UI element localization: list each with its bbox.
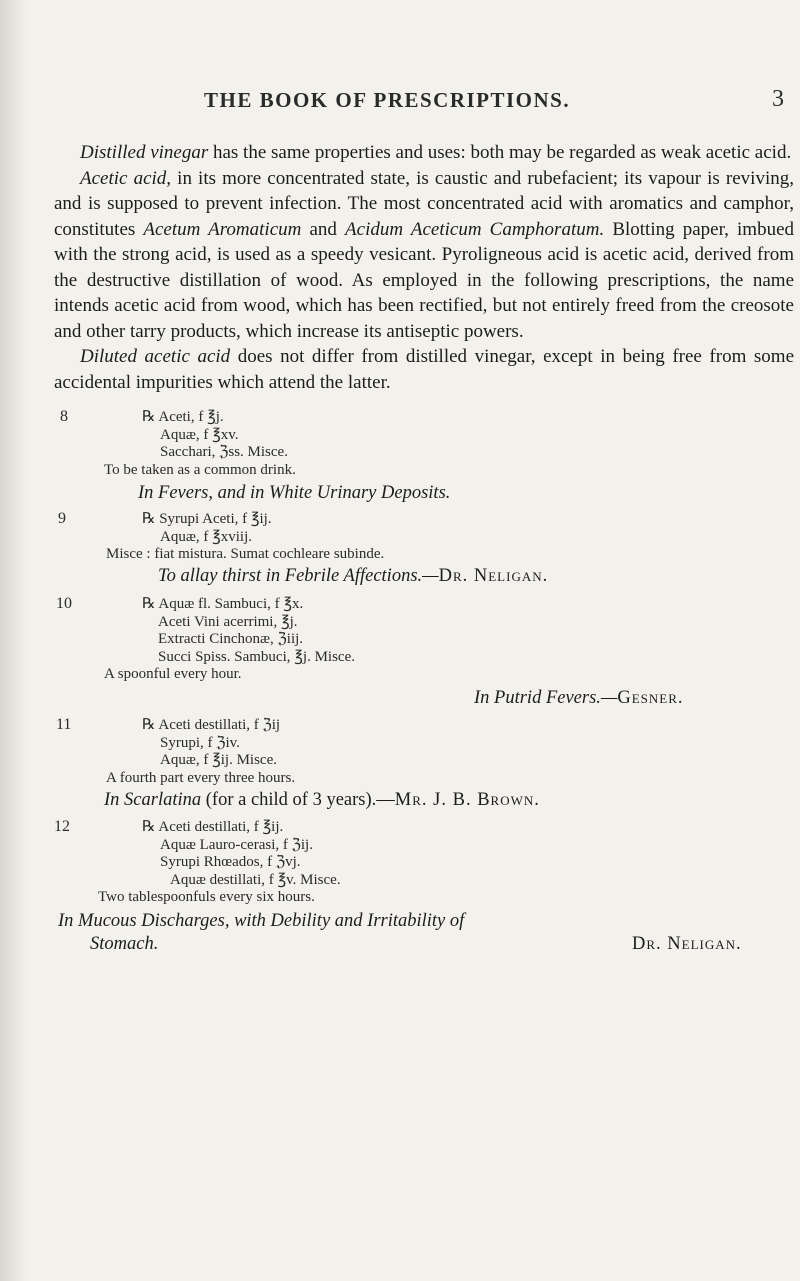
prescription-number: 8 <box>60 408 68 425</box>
rx-line: A spoonful every hour. <box>104 666 242 682</box>
binding-edge <box>0 0 28 1281</box>
rx-line: Extracti Cinchonæ, ℨiij. <box>158 631 304 647</box>
rx-line: Aquæ, f ℥xviij. <box>160 528 252 545</box>
rx-line: ℞ Aceti, f ℥j. <box>142 409 224 425</box>
rx-line: ℞ Syrupi Aceti, f ℥ij. <box>142 511 272 527</box>
heading-fevers: In Fevers, and in White Urinary Deposits. <box>138 483 451 503</box>
rx-line: Syrupi Rhœados, f ℨvj. <box>160 854 301 870</box>
page-number: 3 <box>772 86 784 112</box>
heading-scarlatina: In Scarlatina (for a child of 3 years).—Mr. J. B. Brown. <box>104 790 540 810</box>
paragraph-diluted-acetic-acid: Diluted acetic acid does not differ from distilled vinegar, except in being free from some accidental impurities which attend the latter. <box>54 346 795 393</box>
term-acetum-aromaticum: Acetum Aromaticum <box>143 218 302 240</box>
page-header <box>204 88 784 118</box>
rx-line: ℞ Aceti destillati, f ℨij <box>142 717 281 733</box>
rx-line: Aceti Vini acerrimi, ℥j. <box>158 613 298 630</box>
prescription-11 <box>106 717 296 787</box>
rx-line: ℞ Aceti destillati, f ℥ij. <box>142 819 284 835</box>
prescription-number: 10 <box>56 595 72 612</box>
author-name: Dr. Neligan. <box>632 934 742 954</box>
author-name: Mr. J. B. Brown. <box>394 790 540 810</box>
prescription-10 <box>104 596 355 684</box>
prescription-9 <box>106 511 385 564</box>
heading-mucous-discharges: In Mucous Discharges, with Debility and Irritability of <box>58 911 465 931</box>
prescription-8 <box>104 409 296 479</box>
rx-line: Aquæ, f ℥ij. Misce. <box>160 752 277 768</box>
body-text <box>54 140 794 395</box>
paragraph-acetic-acid: Acetic acid, in its more concentrated state, is caustic and rubefacient; its vapour is reviving, and is supposed to prevent infection. The most concentrated acid with aromatics and camphor, constitutes Acetum Aromaticum and Acidum Aceticum Camphoratum. Blotting paper, imbued with the strong acid, is used as a speedy vesicant. Pyroligneous acid is acetic acid, derived from the destructive distillation of wood. As employed in the following prescriptions, the name intends acetic acid from wood, which has been rectified, but not entirely freed from the creosote and other tarry products, which increase its antiseptic powers. <box>54 167 795 342</box>
rx-line: ℞ Aquæ fl. Sambuci, f ℥x. <box>142 596 304 612</box>
heading-mucous-author <box>632 934 742 955</box>
rx-line: To be taken as a common drink. <box>104 461 296 478</box>
prescription-number: 11 <box>56 716 72 733</box>
term-diluted-acetic-acid: Diluted acetic acid <box>80 346 231 367</box>
rx-line: Aquæ, f ℥xv. <box>160 426 239 443</box>
rx-line: Two tablespoonfuls every six hours. <box>98 889 315 905</box>
heading-febrile: To allay thirst in Febrile Affections.—Dr. Neligan. <box>158 566 549 586</box>
term-acidum-aceticum: Acidum Aceticum Camphoratum. <box>345 218 605 240</box>
rx-line: Misce : fiat mistura. Sumat cochleare subinde. <box>106 546 385 562</box>
rx-line: Aquæ destillati, f ℥v. Misce. <box>170 871 341 888</box>
prescription-12 <box>98 819 341 907</box>
rx-line: Succi Spiss. Sambuci, ℥j. Misce. <box>158 648 355 665</box>
heading-putrid-fevers: In Putrid Fevers.—Gesner. <box>474 688 684 708</box>
author-name: Gesner. <box>617 688 684 708</box>
running-title: THE BOOK OF PRESCRIPTIONS. <box>204 88 571 112</box>
heading-mucous-discharges-cont: Stomach. <box>90 934 159 954</box>
term-distilled-vinegar: Distilled vinegar <box>80 142 209 163</box>
term-acetic-acid: Acetic acid, <box>80 167 172 189</box>
rx-line: Syrupi, f ℨiv. <box>160 734 240 751</box>
rx-line: Aquæ Lauro-cerasi, f ℨij. <box>160 836 313 853</box>
rx-line: Sacchari, ℨss. Misce. <box>160 444 288 460</box>
prescription-number: 9 <box>58 510 66 527</box>
prescription-number: 12 <box>54 818 70 835</box>
paragraph-distilled-vinegar: Distilled vinegar has the same properties and uses: both may be regarded as weak acetic acid. <box>80 142 792 163</box>
author-name: Dr. Neligan. <box>438 566 549 586</box>
rx-line: A fourth part every three hours. <box>106 769 296 786</box>
